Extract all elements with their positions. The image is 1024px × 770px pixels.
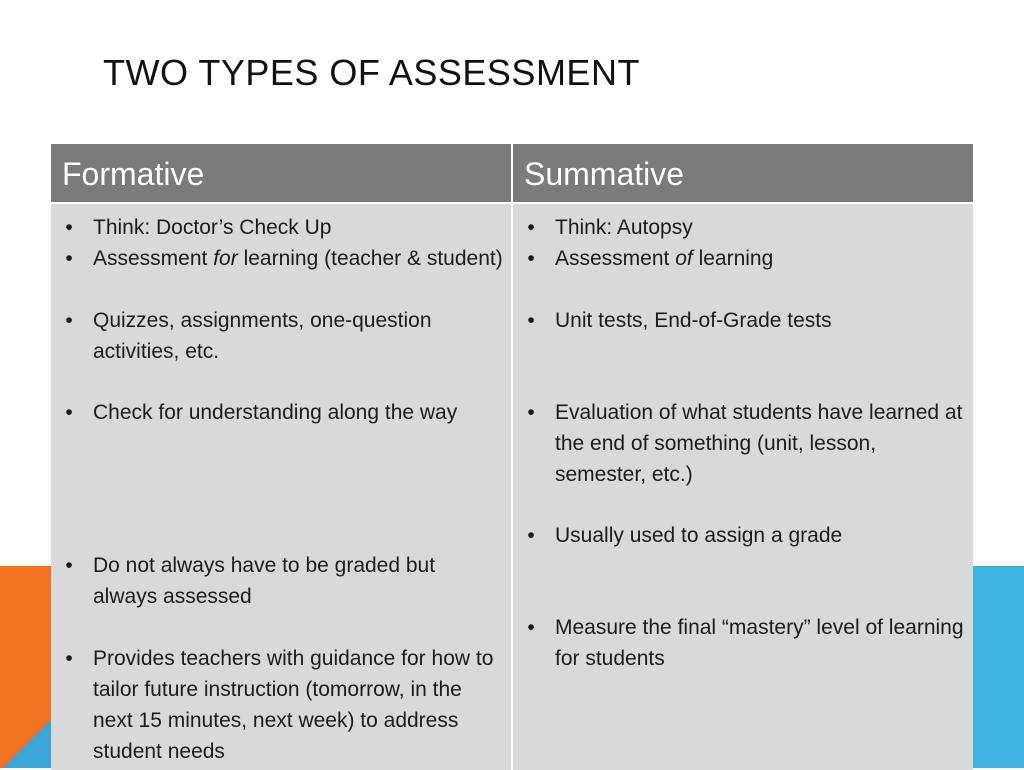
list-item: • Assessment of learning (513, 243, 973, 274)
list-item: • Usually used to assign a grade (513, 520, 973, 551)
header-formative: Formative (51, 144, 511, 202)
slide-title: TWO TYPES OF ASSESSMENT (103, 52, 640, 93)
bullet-icon: • (65, 554, 73, 577)
list-item: • Provides teachers with guidance for how to tailor future instruction (tomorrow, in the next 15 minutes, next week) to address student needs (51, 643, 511, 767)
summative-cell (513, 204, 973, 770)
accent-bar-right (973, 566, 1024, 768)
accent-corner-left (0, 722, 52, 768)
bullet-icon: • (527, 309, 535, 332)
bullet-icon: • (65, 216, 73, 239)
bullet-icon: • (527, 616, 535, 639)
list-item: • Do not always have to be graded but always assessed (51, 550, 511, 612)
list-item: • Assessment for learning (teacher & student) (51, 243, 511, 274)
bullet-icon: • (527, 401, 535, 424)
list-item: • Measure the final “mastery” level of learning for students (513, 612, 973, 674)
bullet-icon: • (65, 309, 73, 332)
bullet-icon: • (65, 401, 73, 424)
list-item: • Quizzes, assignments, one-question activities, etc. (51, 305, 511, 367)
header-summative: Summative (513, 144, 973, 202)
bullet-icon: • (527, 524, 535, 547)
bullet-icon: • (527, 247, 535, 270)
bullet-icon: • (527, 216, 535, 239)
formative-cell (51, 204, 511, 770)
comparison-table (51, 144, 973, 768)
bullet-icon: • (65, 247, 73, 270)
list-item: • Check for understanding along the way (51, 397, 511, 428)
bullet-icon: • (65, 647, 73, 670)
list-item: • Evaluation of what students have learned at the end of something (unit, lesson, semester, etc.) (513, 397, 973, 490)
list-item: • Unit tests, End-of-Grade tests (513, 305, 973, 336)
list-item: • Think: Doctor’s Check Up (51, 212, 511, 243)
list-item: • Think: Autopsy (513, 212, 973, 243)
